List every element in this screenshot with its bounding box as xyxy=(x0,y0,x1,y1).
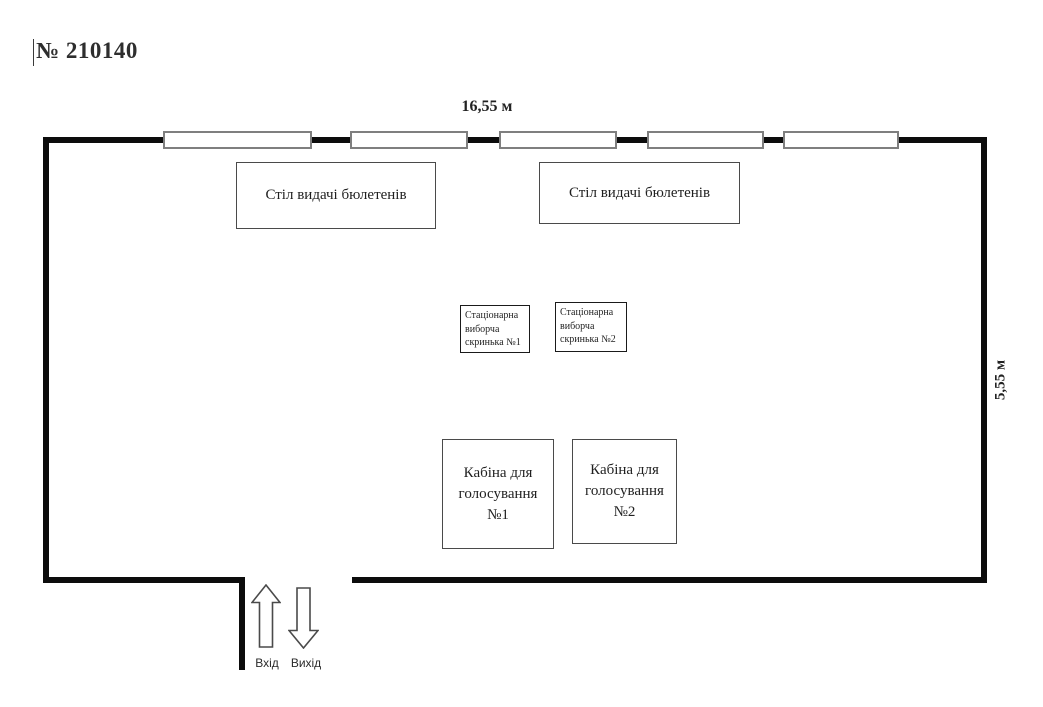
ballot-box-2-line: скринька №2 xyxy=(560,334,616,345)
ballot-box-2-line: Стаціонарна xyxy=(560,307,614,318)
voting-booth-1 xyxy=(442,439,554,549)
exit-down-arrow-icon xyxy=(288,587,319,649)
voting-booth-2 xyxy=(572,439,677,544)
voting-booth-2-line: №2 xyxy=(613,504,636,520)
ballot-issue-table-1 xyxy=(236,162,436,229)
window xyxy=(783,131,899,149)
ballot-issue-table-2 xyxy=(539,162,740,224)
ballot-box-1-line: скринька №1 xyxy=(465,337,521,348)
wall-bottom-right xyxy=(352,577,987,583)
room-depth-label: 5,55 м xyxy=(992,359,1009,401)
stationary-ballot-box-1 xyxy=(460,305,530,353)
exit-label: Вихід xyxy=(290,656,322,670)
ballot-box-1-line: Стаціонарна xyxy=(465,310,519,321)
ballot-box-2-line: виборча xyxy=(560,320,595,332)
text-cursor xyxy=(33,39,34,66)
voting-booth-2-line: голосування xyxy=(585,483,664,499)
doorway-jamb xyxy=(239,577,245,670)
ballot-issue-table-2-label: Стіл видачі бюлетенів xyxy=(568,184,711,201)
station-number: № 210140 xyxy=(36,38,138,63)
window xyxy=(647,131,764,149)
ballot-issue-table-1-label: Стіл видачі бюлетенів xyxy=(265,187,407,203)
room-width-label: 16,55 м xyxy=(461,98,513,115)
wall-left xyxy=(43,137,49,583)
voting-booth-1-line: голосування xyxy=(458,485,538,502)
voting-booth-1-line: №1 xyxy=(487,506,509,523)
stationary-ballot-box-2 xyxy=(555,302,627,352)
wall-right xyxy=(981,137,987,583)
ballot-box-1-line: виборча xyxy=(465,323,500,335)
window xyxy=(163,131,312,149)
wall-bottom-left xyxy=(43,577,245,583)
voting-booth-2-line: Кабіна для xyxy=(590,462,659,478)
window xyxy=(499,131,617,149)
entrance-up-arrow-icon xyxy=(251,584,281,648)
entrance-label: Вхід xyxy=(255,656,279,670)
voting-booth-1-line: Кабіна для xyxy=(463,464,533,481)
window xyxy=(350,131,468,149)
